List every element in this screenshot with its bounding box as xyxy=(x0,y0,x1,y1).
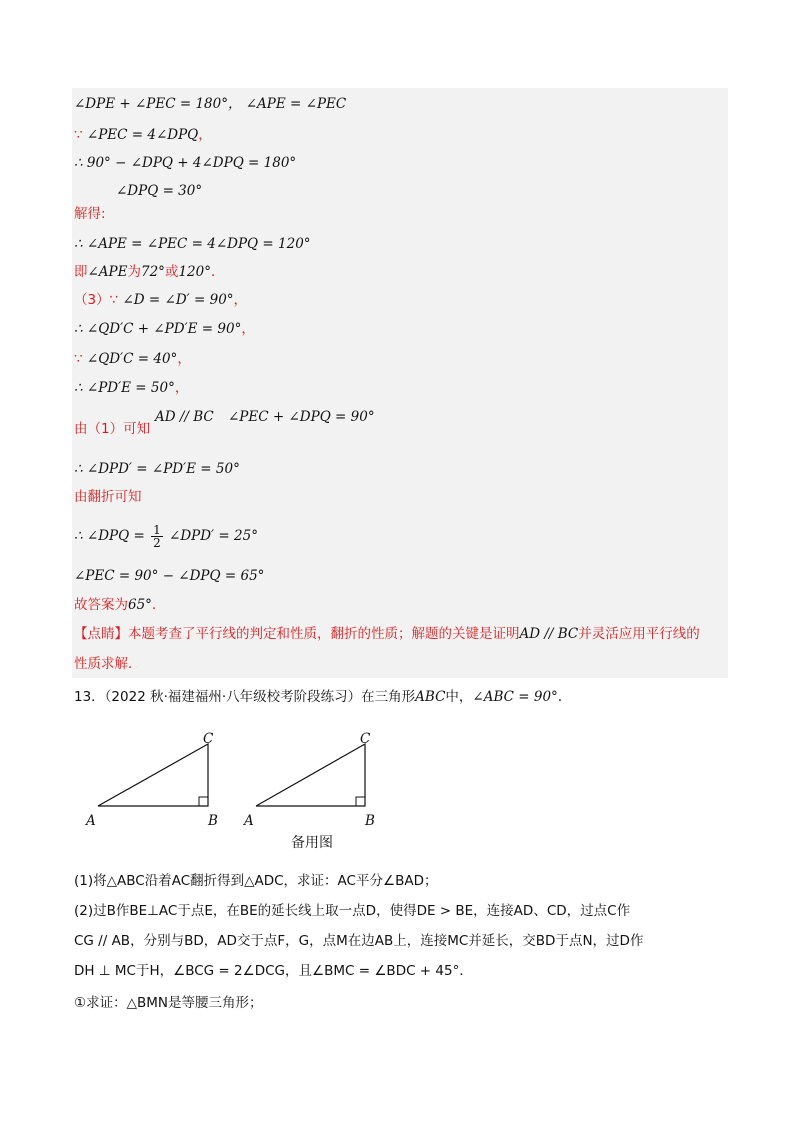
fig2-label-a: A xyxy=(244,813,254,829)
solution-line-19: 性质求解． xyxy=(74,656,142,672)
solution-line-11: ∴ ∠PD′E = 50°， xyxy=(74,380,189,396)
triangle-figure-2 xyxy=(256,744,365,806)
question-13-part-1: (1)将△ABC沿着AC翻折得到△ADC，求证：AC平分∠BAD； xyxy=(74,873,438,889)
solution-line-14: 由翻折可知 xyxy=(74,489,142,505)
question-13-part-2a: (2)过B作BE⊥AC于点E，在BE的延长线上取一点D，使得DE > BE，连接AD、CD，过点C作 xyxy=(74,903,631,919)
solution-line-1: ∠DPE + ∠PEC = 180°， ∠APE = ∠PEC xyxy=(74,96,347,112)
solution-line-10: ∵ ∠QD′C = 40°， xyxy=(74,351,191,367)
fig1-label-c: C xyxy=(203,731,214,747)
triangle-figure-1 xyxy=(98,744,208,806)
solution-line-7: 即∠APE为72°或120°． xyxy=(74,264,225,280)
solution-line-18: 【点睛】本题考查了平行线的判定和性质，翻折的性质；解题的关键是证明AD // BC并灵活应用平行线的 xyxy=(74,626,700,642)
solution-line-4: ∠DPQ = 30° xyxy=(116,183,203,199)
question-13-part-2b: CG // AB，分别与BD，AD交于点F，G，点M在边AB上，连接MC并延长，交BD于点N，过D作 xyxy=(74,933,644,949)
solution-line-3: ∴ 90° − ∠DPQ + 4∠DPQ = 180° xyxy=(74,155,297,171)
solution-line-9: ∴ ∠QD′C + ∠PD′E = 90°， xyxy=(74,321,255,337)
question-13-part-2c: DH ⊥ MC于H，∠BCG = 2∠DCG，且∠BMC = ∠BDC + 45°． xyxy=(74,963,473,979)
fraction-one-half: $\frac{1}{2}$ xyxy=(153,523,161,550)
question-13-stem: 13．（2022 秋·福建福州·八年级校考阶段练习）在三角形ABC中，∠ABC = 90°． xyxy=(74,689,572,705)
question-13-part-2-sub-1: ①求证：△BMN是等腰三角形； xyxy=(74,995,263,1011)
solution-line-12-math2: ∠PEC + ∠DPQ = 90° xyxy=(228,409,375,425)
solution-line-2: ∵ ∠PEC = 4∠DPQ， xyxy=(74,127,212,143)
fig1-label-b: B xyxy=(208,813,218,829)
backup-figure-caption: 备用图 xyxy=(291,835,333,851)
fig1-label-a: A xyxy=(86,813,96,829)
solution-line-8: （3）∵ ∠D = ∠D′ = 90°， xyxy=(74,292,248,308)
solution-line-12-label: 由（1）可知 xyxy=(74,421,151,437)
solution-line-5: 解得: xyxy=(74,206,106,222)
solution-line-15: ∴ ∠DPQ = $\frac{1}{2}$ ∠DPD′ = 25° xyxy=(74,523,258,550)
solution-line-13: ∴ ∠DPD′ = ∠PD′E = 50° xyxy=(74,461,240,477)
solution-line-6: ∴ ∠APE = ∠PEC = 4∠DPQ = 120° xyxy=(74,236,311,252)
fig2-label-b: B xyxy=(365,813,375,829)
solution-line-16: ∠PEC = 90° − ∠DPQ = 65° xyxy=(74,568,265,584)
solution-line-17: 故答案为65°． xyxy=(74,597,166,613)
solution-line-12-math1: AD // BC xyxy=(155,409,214,425)
fig2-label-c: C xyxy=(360,731,371,747)
